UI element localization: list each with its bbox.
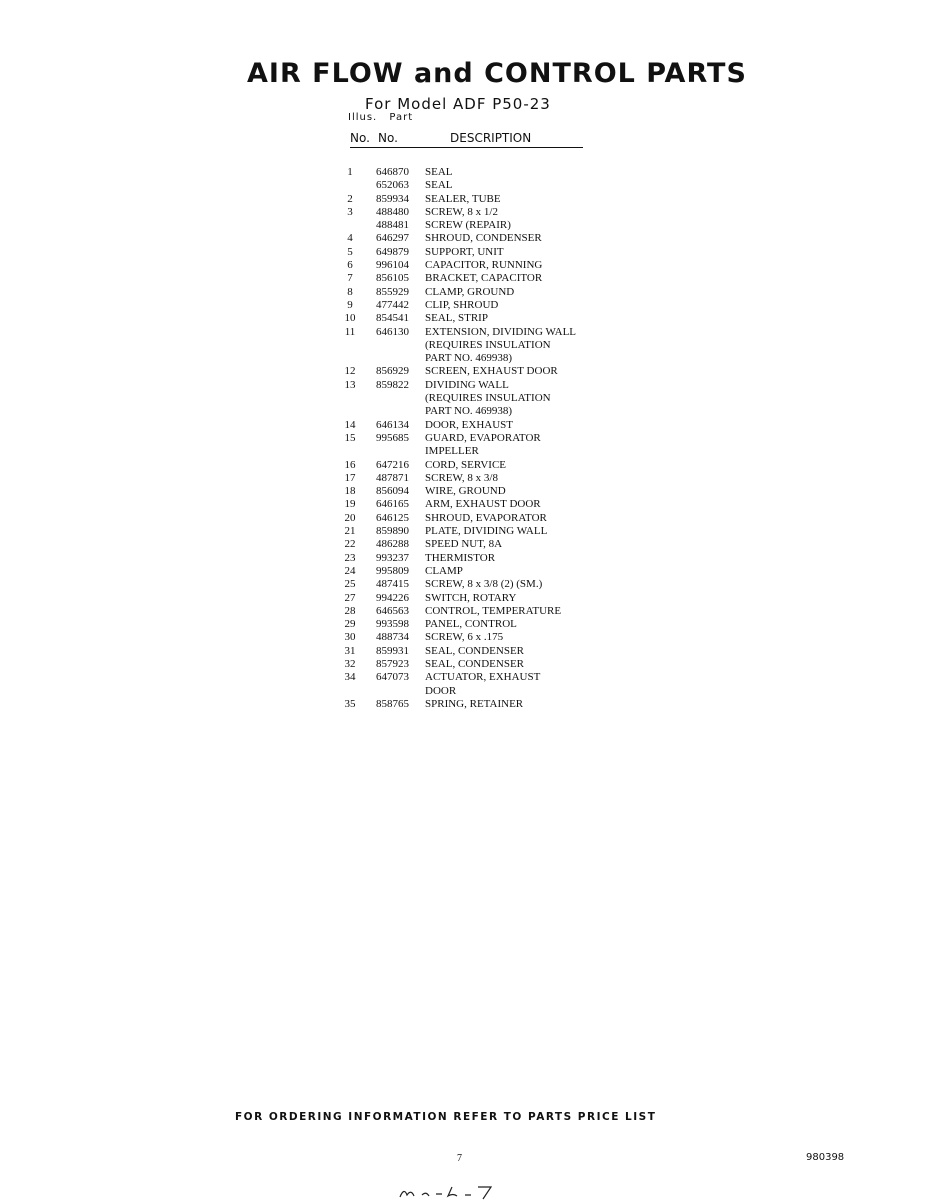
illus-number: 34 — [344, 671, 356, 684]
part-description: CORD, SERVICE — [425, 458, 507, 471]
part-number: 487871 — [376, 471, 409, 484]
part-description: SHROUD, CONDENSER — [425, 232, 542, 245]
part-number: 856105 — [376, 272, 409, 285]
part-number: 995685 — [376, 431, 409, 444]
part-description: SCREEN, EXHAUST DOOR — [425, 365, 558, 378]
part-number: 647216 — [376, 458, 409, 471]
part-number: 646134 — [376, 418, 409, 431]
illus-number: 10 — [344, 312, 356, 325]
part-description: SWITCH, ROTARY — [425, 591, 517, 604]
part-description: DOOR, EXHAUST — [425, 418, 513, 431]
part-description: SCREW, 8 x 1/2 — [425, 205, 498, 218]
illus-number: 9 — [347, 298, 353, 311]
illus-number: 20 — [344, 511, 356, 524]
part-description: CAPACITOR, RUNNING — [425, 259, 543, 272]
part-description: SEAL — [425, 179, 453, 192]
part-description: PANEL, CONTROL — [425, 618, 517, 631]
part-number: 996104 — [376, 259, 409, 272]
part-number: 856929 — [376, 365, 409, 378]
part-description: BRACKET, CAPACITOR — [425, 272, 543, 285]
part-no-header: No. — [378, 131, 398, 145]
part-description: CLAMP — [425, 564, 463, 577]
illus-number: 17 — [344, 471, 356, 484]
part-number: 652063 — [376, 179, 409, 192]
part-description: SEAL — [425, 166, 453, 178]
illus-number: 29 — [344, 618, 356, 631]
part-description: SCREW, 8 x 3/8 (2) (SM.) — [425, 578, 543, 591]
illus-number: 16 — [344, 458, 356, 471]
part-number: 856094 — [376, 485, 409, 498]
document-number: 980398 — [806, 1152, 845, 1163]
illus-number: 7 — [347, 272, 353, 285]
page-title: AIR FLOW and CONTROL PARTS — [247, 58, 747, 89]
illus-header: Illus. — [348, 112, 378, 123]
illus-number: 2 — [347, 192, 353, 205]
column-header-row — [350, 131, 583, 148]
part-description: SPEED NUT, 8A — [425, 538, 503, 551]
handwritten-scribble-icon — [395, 1183, 515, 1200]
illus-number: 3 — [347, 205, 353, 218]
part-description: SUPPORT, UNIT — [425, 245, 504, 258]
part-number: 859934 — [376, 192, 409, 205]
part-description: CONTROL, TEMPERATURE — [425, 604, 562, 617]
part-description: CLAMP, GROUND — [425, 285, 515, 298]
part-number: 995809 — [376, 564, 409, 577]
illus-number: 15 — [344, 431, 356, 444]
ordering-info-footer: FOR ORDERING INFORMATION REFER TO PARTS PRICE LIST — [235, 1111, 657, 1123]
illus-number: 5 — [347, 245, 353, 258]
part-number: 646297 — [376, 232, 409, 245]
part-number: 859931 — [376, 644, 409, 657]
part-description: SEAL, CONDENSER — [425, 657, 525, 670]
illus-number: 8 — [347, 285, 353, 298]
illus-number: 12 — [344, 365, 356, 378]
part-description: (REQUIRES INSULATION — [425, 338, 551, 351]
illus-number: 31 — [344, 644, 356, 657]
part-description: SCREW, 6 x .175 — [425, 631, 504, 644]
part-description: SPRING, RETAINER — [425, 697, 524, 710]
part-description: WIRE, GROUND — [425, 485, 506, 498]
part-description: SCREW (REPAIR) — [425, 219, 511, 232]
part-number: 488734 — [376, 631, 409, 644]
illus-number: 14 — [344, 418, 356, 431]
illus-number: 23 — [344, 551, 356, 564]
part-number: 646165 — [376, 498, 409, 511]
illus-number: 24 — [344, 564, 356, 577]
part-description: SEAL, STRIP — [425, 312, 488, 325]
part-number: 649879 — [376, 245, 409, 258]
part-number: 646870 — [376, 166, 409, 178]
part-number: 857923 — [376, 657, 409, 670]
part-description: SEALER, TUBE — [425, 192, 501, 205]
illus-number: 1 — [347, 166, 353, 178]
part-number: 488481 — [376, 219, 409, 232]
part-description: PLATE, DIVIDING WALL — [425, 525, 548, 538]
part-description: CLIP, SHROUD — [425, 298, 499, 311]
part-number: 855929 — [376, 285, 409, 298]
column-header-top — [348, 112, 421, 123]
part-number: 646125 — [376, 511, 409, 524]
part-number: 858765 — [376, 697, 409, 710]
part-description: GUARD, EVAPORATOR — [425, 431, 541, 444]
illus-number: 22 — [344, 538, 356, 551]
part-description: ARM, EXHAUST DOOR — [425, 498, 541, 511]
part-description: SCREW, 8 x 3/8 — [425, 471, 498, 484]
part-description: SEAL, CONDENSER — [425, 644, 525, 657]
description-header: DESCRIPTION — [450, 131, 532, 145]
illus-number: 6 — [347, 259, 353, 272]
illus-number: 21 — [344, 525, 356, 538]
part-number: 647073 — [376, 671, 409, 684]
part-number: 994226 — [376, 591, 409, 604]
part-number: 646130 — [376, 325, 409, 338]
illus-number: 4 — [347, 232, 353, 245]
part-header: Part — [389, 112, 414, 123]
page-number: 7 — [457, 1153, 462, 1164]
illus-number: 19 — [344, 498, 356, 511]
part-description: THERMISTOR — [425, 551, 496, 564]
part-number: 486288 — [376, 538, 409, 551]
illus-number: 27 — [344, 591, 356, 604]
part-number: 854541 — [376, 312, 409, 325]
part-description: IMPELLER — [425, 445, 479, 458]
part-description: SHROUD, EVAPORATOR — [425, 511, 547, 524]
illus-number: 30 — [344, 631, 356, 644]
part-number: 477442 — [376, 298, 409, 311]
part-description: DIVIDING WALL — [425, 378, 509, 391]
model-subtitle: For Model ADF P50-23 — [365, 95, 551, 113]
part-number: 646563 — [376, 604, 409, 617]
part-description: EXTENSION, DIVIDING WALL — [425, 325, 577, 338]
illus-number: 35 — [344, 697, 356, 710]
part-description: ACTUATOR, EXHAUST — [425, 671, 541, 684]
illus-no-header: No. — [350, 131, 370, 145]
illus-number: 28 — [344, 604, 356, 617]
part-number: 993598 — [376, 618, 409, 631]
part-number: 859822 — [376, 378, 409, 391]
part-description: PART NO. 469938) — [425, 405, 513, 418]
part-description: (REQUIRES INSULATION — [425, 392, 551, 405]
illus-number: 32 — [344, 657, 356, 670]
part-description: PART NO. 469938) — [425, 352, 513, 365]
part-description: DOOR — [425, 684, 457, 697]
illus-number: 25 — [344, 578, 356, 591]
part-number: 993237 — [376, 551, 409, 564]
illus-number: 18 — [344, 485, 356, 498]
part-number: 487415 — [376, 578, 409, 591]
part-number: 859890 — [376, 525, 409, 538]
part-number: 488480 — [376, 205, 409, 218]
illus-number: 11 — [344, 325, 356, 338]
illus-number: 13 — [344, 378, 356, 391]
